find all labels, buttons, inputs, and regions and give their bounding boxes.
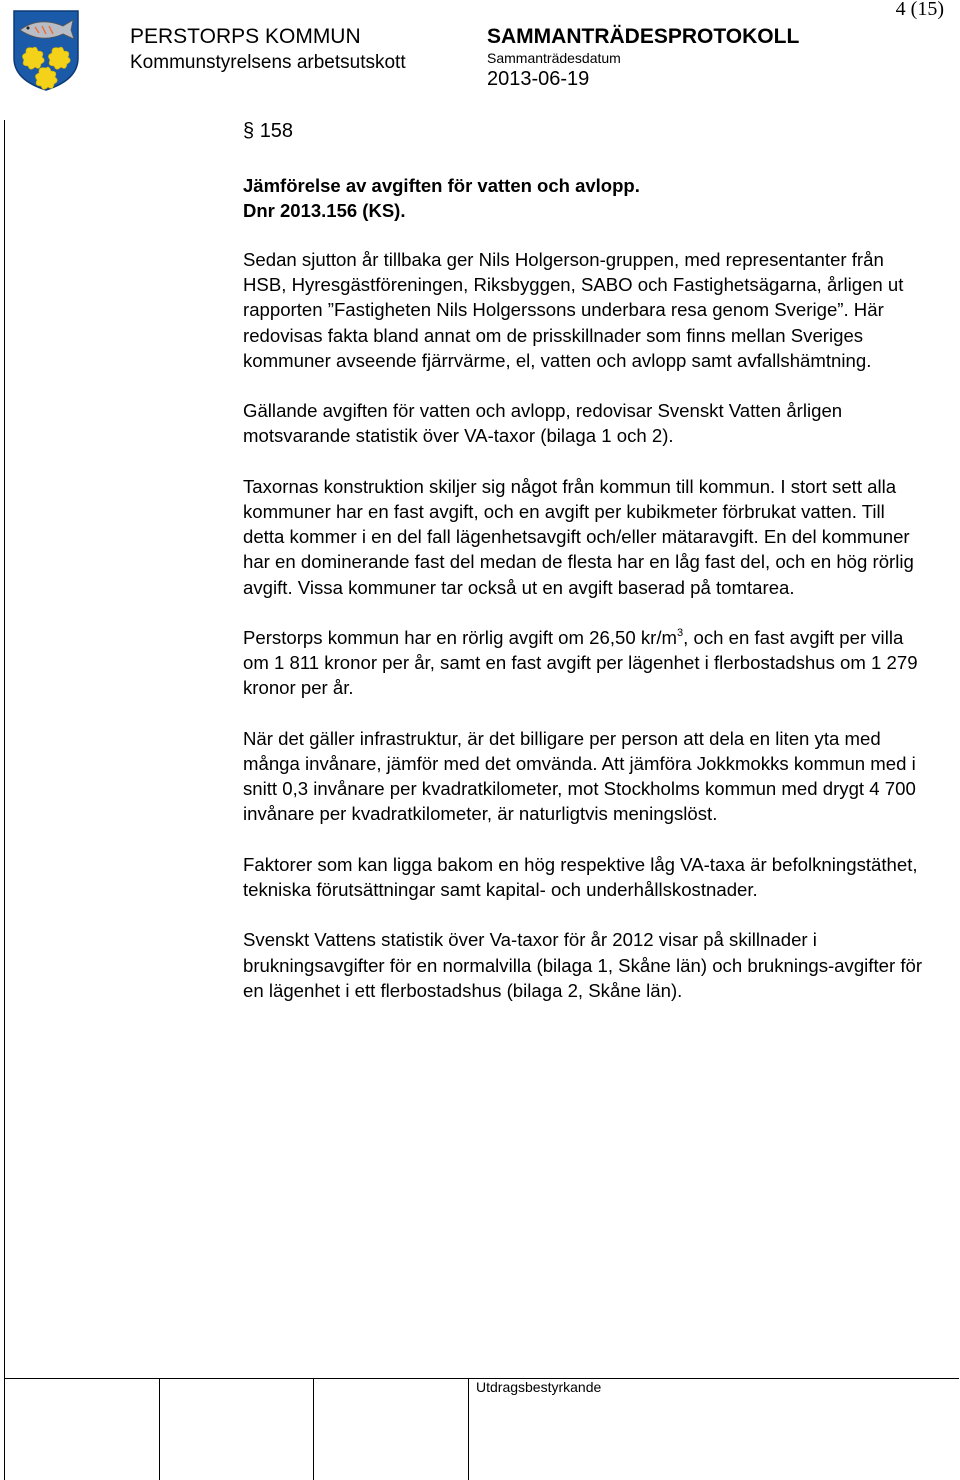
committee-name: Kommunstyrelsens arbetsutskott [130,52,406,73]
section-number [243,120,293,143]
page-number: 4 (15) [895,0,944,20]
municipal-coat-of-arms-icon [11,8,81,92]
paragraph-4-text-b: , och en fast avgift per villa om 1 811 kronor per år, samt en fast avgift per lägenhet i flerbostadshus om 1 279 kronor per år. [243,627,918,699]
municipality-name: PERSTORPS KOMMUN [130,25,361,48]
protocol-body [243,247,923,1028]
certification-label: Utdragsbestyrkande [476,1379,602,1395]
document-title: SAMMANTRÄDESPROTOKOLL [487,25,800,48]
left-margin-rule [4,120,5,1378]
paragraph-2: Gällande avgiften för vatten och avlopp, redovisar Svenskt Vatten årligen motsvarande statistik över VA-taxor (bilaga 1 och 2). [243,400,843,447]
header-right [487,24,799,92]
item-reference: Dnr 2013.156 (KS). [243,200,406,221]
signature-cell-1 [4,1378,5,1480]
paragraph-4-text-a: Perstorps kommun har en rörlig avgift om 26,50 kr/m [243,627,678,648]
cubic-superscript: 3 [677,627,684,639]
paragraph-5: När det gäller infrastruktur, är det billigare per person att dela en liten yta med många invånare, jämför med det omvända. Att jämföra Jokkmokks kommun med i snitt 0,3 invånare per kvadratkilometer, mot Stockholms kommun med drygt 4 700 invånare per kvadratkilometer, är naturligtvis meningslöst. [243,727,916,825]
meeting-date-label: Sammanträdesdatum [487,50,621,66]
paragraph-4 [243,625,923,701]
meeting-date: 2013-06-19 [487,68,590,90]
item-title: Jämförelse av avgiften för vatten och avlopp. [243,175,640,196]
section-symbol: § [243,120,255,142]
paragraph-1: Sedan sjutton år tillbaka ger Nils Holgerson-gruppen, med representanter från HSB, Hyresgästföreningen, Riksbyggen, SABO och Fastighetsägarna, årligen ut rapporten ”Fastigheten Nils Holgerssons underbara resa genom Sverige”. Här redovisas fakta bland annat om de prisskillnader som finns mellan Sveriges kommuner avseende fjärrvärme, el, vatten och avlopp samt avfallshämtning. [243,249,904,371]
certification-cell [468,1378,469,1480]
header-left [130,24,406,76]
paragraph-3: Taxornas konstruktion skiljer sig något från kommun till kommun. I stort sett alla kommuner har en fast avgift, och en avgift per kubikmeter förbrukat vatten. Till detta kommer i en del fall lägenhetsavgift och/eller mätaravgift. En del kommuner har en dominerande fast del medan de flesta har en låg fast del, och en hög rörlig avgift. Vissa kommuner tar också ut en avgift baserad på tomtarea. [243,475,914,598]
item-heading [243,173,923,223]
paragraph-6: Faktorer som kan ligga bakom en hög respektive låg VA-taxa är befolkningstäthet, tekniska förutsättningar samt kapital- och underhållskostnader. [243,853,918,900]
signature-cell-2 [159,1378,160,1480]
paragraph-7: Svenskt Vattens statistik över Va-taxor för år 2012 visar på skillnader i brukningsavgifter för en normalvilla (bilaga 1, Skåne län) och bruknings-avgifter för en lägenhet i ett flerbostadshus (bilaga 2, Skåne län). [243,929,923,1001]
section-number-value: 158 [259,120,294,142]
signature-cell-3 [313,1378,314,1480]
